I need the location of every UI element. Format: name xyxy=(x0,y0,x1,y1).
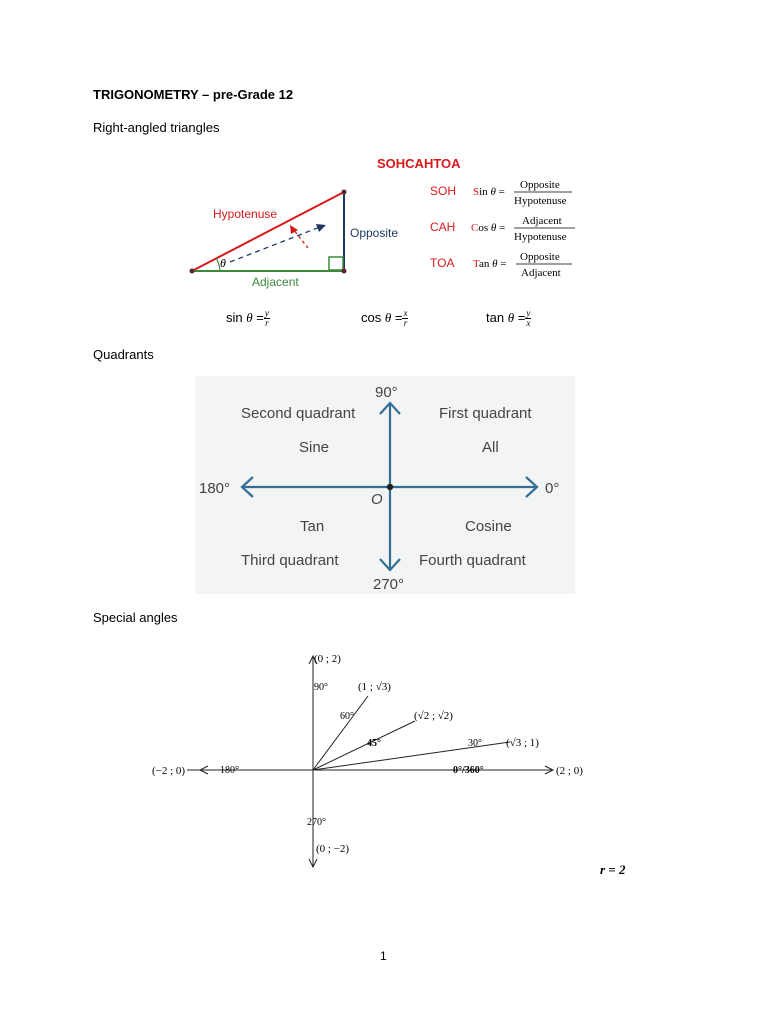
right-angle-marker xyxy=(329,257,343,270)
formula-tan: tan θ = $\frac{y}{x}$ xyxy=(486,308,531,328)
origin-dot xyxy=(387,484,393,490)
quadrants-diagram xyxy=(195,376,575,594)
document-title: TRIGONOMETRY – pre-Grade 12 xyxy=(93,87,294,102)
origin-label: O xyxy=(371,491,383,508)
label-0: 0° xyxy=(545,480,560,497)
rule-toa xyxy=(430,251,572,279)
label-180: 180° xyxy=(199,480,231,497)
special-angles-diagram xyxy=(140,645,620,875)
rule-soh xyxy=(430,179,572,207)
rule-fn: Cos θ = xyxy=(471,222,506,234)
point-bottom: (0 ; −2) xyxy=(316,843,350,855)
formula-num: y xyxy=(264,308,269,318)
arrow-head-icon xyxy=(290,225,298,234)
hypotenuse-label: Hypotenuse xyxy=(213,207,278,221)
formula-den: x xyxy=(526,318,531,328)
point-top: (0 ; 2) xyxy=(314,653,341,665)
q1-rule: All xyxy=(482,439,499,456)
rule-cah xyxy=(430,215,575,243)
page-number: 1 xyxy=(380,949,387,963)
rule-numerator: Opposite xyxy=(520,179,560,191)
formula-fn: tan xyxy=(486,309,505,325)
angle-90: 90° xyxy=(314,682,328,693)
formula-fraction xyxy=(402,309,408,328)
rule-denominator: Adjacent xyxy=(521,267,561,279)
section-heading-special-angles: Special angles xyxy=(93,610,178,625)
opposite-label: Opposite xyxy=(350,226,399,240)
theta-symbol: θ xyxy=(246,309,253,325)
q2-rule: Sine xyxy=(299,439,330,456)
theta-symbol: θ xyxy=(507,309,515,325)
rule-label: TOA xyxy=(430,256,455,270)
radius-label: r = 2 xyxy=(600,862,626,877)
vertex-dot xyxy=(190,269,195,274)
sohcahtoa-title: SOHCAHTOA xyxy=(377,156,461,171)
angle-45: 45° xyxy=(367,738,381,749)
section-heading-quadrants: Quadrants xyxy=(93,347,154,362)
formula-den: r xyxy=(403,318,408,328)
section-heading-triangles: Right-angled triangles xyxy=(93,120,220,135)
rule-numerator: Opposite xyxy=(520,251,560,263)
hypotenuse-side xyxy=(192,192,344,271)
angle-180: 180° xyxy=(220,765,239,776)
q3-name: Third quadrant xyxy=(241,552,339,569)
rule-label: SOH xyxy=(430,184,457,198)
formula-cos: cos θ = $\frac{x}{r}$ xyxy=(361,308,408,328)
angle-0-360: 0°/360° xyxy=(453,765,484,776)
q3-rule: Tan xyxy=(300,518,325,535)
vertex-dot xyxy=(342,190,347,195)
formula-fraction xyxy=(264,309,270,328)
q4-rule: Cosine xyxy=(465,518,512,535)
rule-fn: Sin θ = xyxy=(473,186,505,198)
sohcahtoa-diagram xyxy=(180,150,600,290)
angle-60: 60° xyxy=(340,711,354,722)
point-45: (√2 ; √2) xyxy=(414,710,453,722)
formula-num: x xyxy=(403,308,408,318)
q4-name: Fourth quadrant xyxy=(419,552,526,569)
formula-fn: cos xyxy=(361,309,382,325)
point-30: (√3 ; 1) xyxy=(506,737,539,749)
ray-60 xyxy=(313,696,368,770)
arrow-head-icon xyxy=(316,224,326,232)
formula-num: y xyxy=(526,308,531,318)
formula-sin: sin θ = $\frac{y}{r}$ xyxy=(226,308,269,328)
rule-numerator: Adjacent xyxy=(522,215,562,227)
adjacent-label: Adjacent xyxy=(252,275,299,289)
label-90: 90° xyxy=(375,384,398,401)
q1-name: First quadrant xyxy=(439,405,532,422)
angle-270: 270° xyxy=(307,817,326,828)
rule-denominator: Hypotenuse xyxy=(514,195,567,207)
vertex-dot xyxy=(342,269,347,274)
rule-label: CAH xyxy=(430,220,456,234)
point-60: (1 ; √3) xyxy=(358,681,391,693)
formula-fraction xyxy=(525,309,531,328)
formula-den: r xyxy=(265,318,269,328)
point-right: (2 ; 0) xyxy=(556,765,583,777)
theta-label: θ xyxy=(220,256,226,270)
label-270: 270° xyxy=(373,576,405,593)
q2-name: Second quadrant xyxy=(241,405,356,422)
angle-30: 30° xyxy=(468,738,482,749)
point-left: (−2 ; 0) xyxy=(152,765,186,777)
rule-denominator: Hypotenuse xyxy=(514,231,567,243)
formula-fn: sin xyxy=(226,309,243,325)
theta-symbol: θ xyxy=(384,309,392,325)
rule-fn: Tan θ = xyxy=(473,258,507,270)
